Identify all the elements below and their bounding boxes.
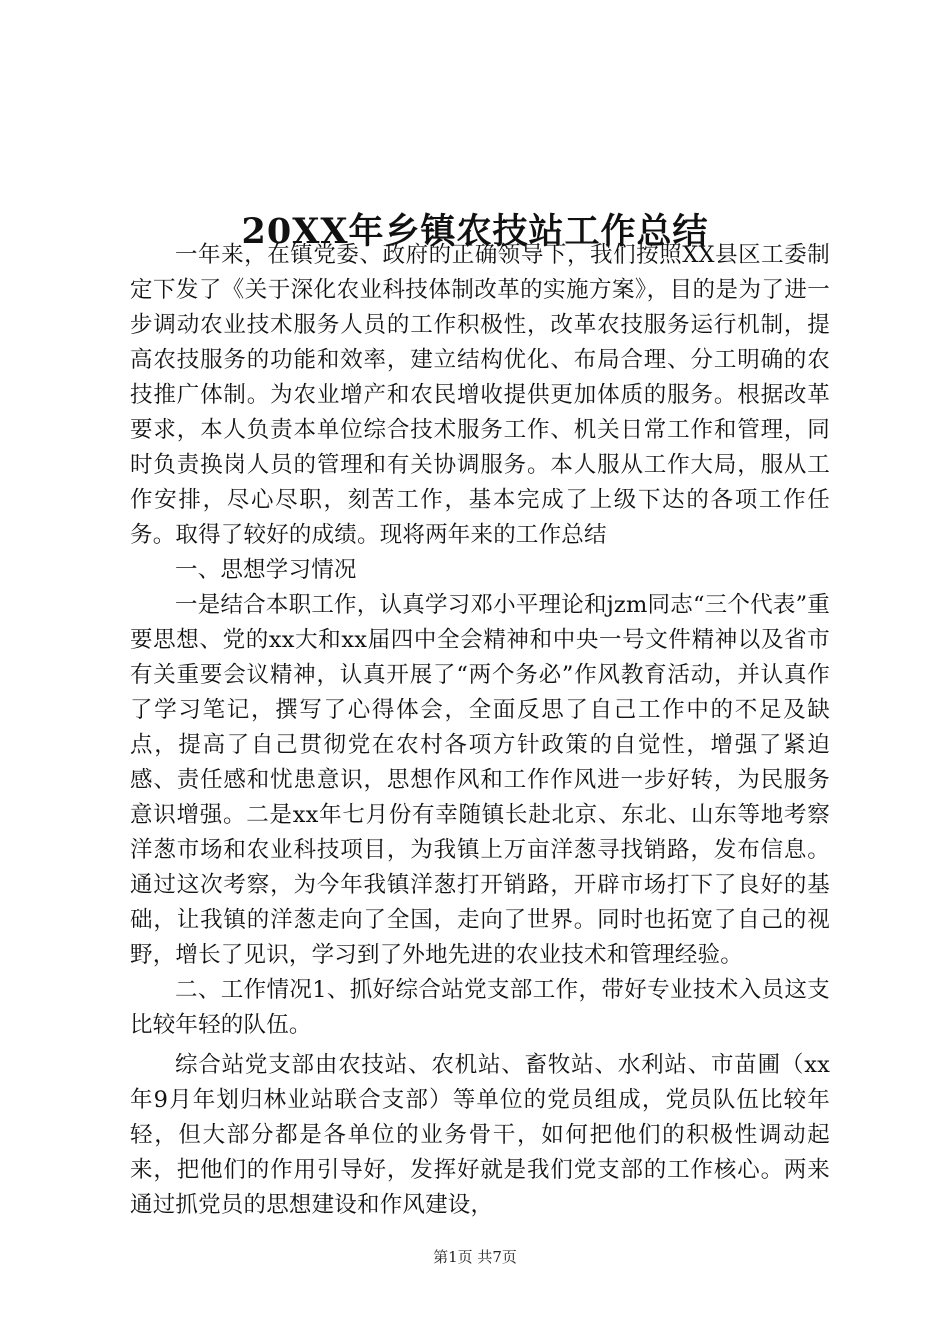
intro-paragraph: 一年来，在镇党委、政府的正确领导下，我们按照XX县区工委制定下发了《关于深化农业科技体制改革的实施方案》，目的是为了进一步调动农业技术服务人员的工作积极性，改革农技服务运行机制，提高农技服务的功能和效率，建立结构优化、布局合理、分工明确的农技推广体制。为农业增产和农民增收提供更加体质的服务。根据改革要求，本人负责本单位综合技术服务工作、机关日常工作和管理，同时负责换岗人员的管理和有关协调服务。本人服从工作大局，服从工作安排，尽心尽职，刻苦工作，基本完成了上级下达的各项工作任务。取得了较好的成绩。现将两年来的工作总结 bbox=[130, 242, 830, 548]
work-situation-paragraph: 二、工作情况1、抓好综合站党支部工作，带好专业技术入员这支比较年轻的队伍。 bbox=[130, 977, 830, 1038]
page-number-footer: 第1页 共7页 bbox=[433, 1248, 517, 1266]
party-branch-paragraph: 综合站党支部由农技站、农机站、畜牧站、水利站、市苗圃（xx年9月年划归林业站联合支部）等单位的党员组成，党员队伍比较年轻，但大部分都是各单位的业务骨干，如何把他们的积极性调动起来，把他们的作用引导好，发挥好就是我们党支部的工作核心。两来通过抓党员的思想建设和作风建设， bbox=[130, 1052, 830, 1218]
thought-study-paragraph: 一是结合本职工作，认真学习邓小平理论和jzm同志“三个代表”重要思想、党的xx大和xx届四中全会精神和中央一号文件精神以及省市有关重要会议精神，认真开展了“两个务必”作风教育活动，并认真作了学习笔记，撰写了心得体会，全面反思了自己工作中的不足及缺点，提高了自己贯彻党在农村各项方针政策的自觉性，增强了紧迫感、责任感和忧患意识，思想作风和工作作风进一步好转，为民服务意识增强。二是xx年七月份有幸随镇长赴北京、东北、山东等地考察洋葱市场和农业科技项目，为我镇上万亩洋葱寻找销路，发布信息。通过这次考察，为今年我镇洋葱打开销路，开辟市场打下了良好的基础，让我镇的洋葱走向了全国，走向了世界。同时也拓宽了自己的视野，增长了见识，学习到了外地先进的农业技术和管理经验。 bbox=[130, 592, 830, 968]
document-title: 20XX年乡镇农技站工作总结 bbox=[241, 211, 709, 253]
document-body bbox=[130, 238, 830, 1223]
section-heading-thought-study: 一、思想学习情况 bbox=[175, 557, 357, 583]
